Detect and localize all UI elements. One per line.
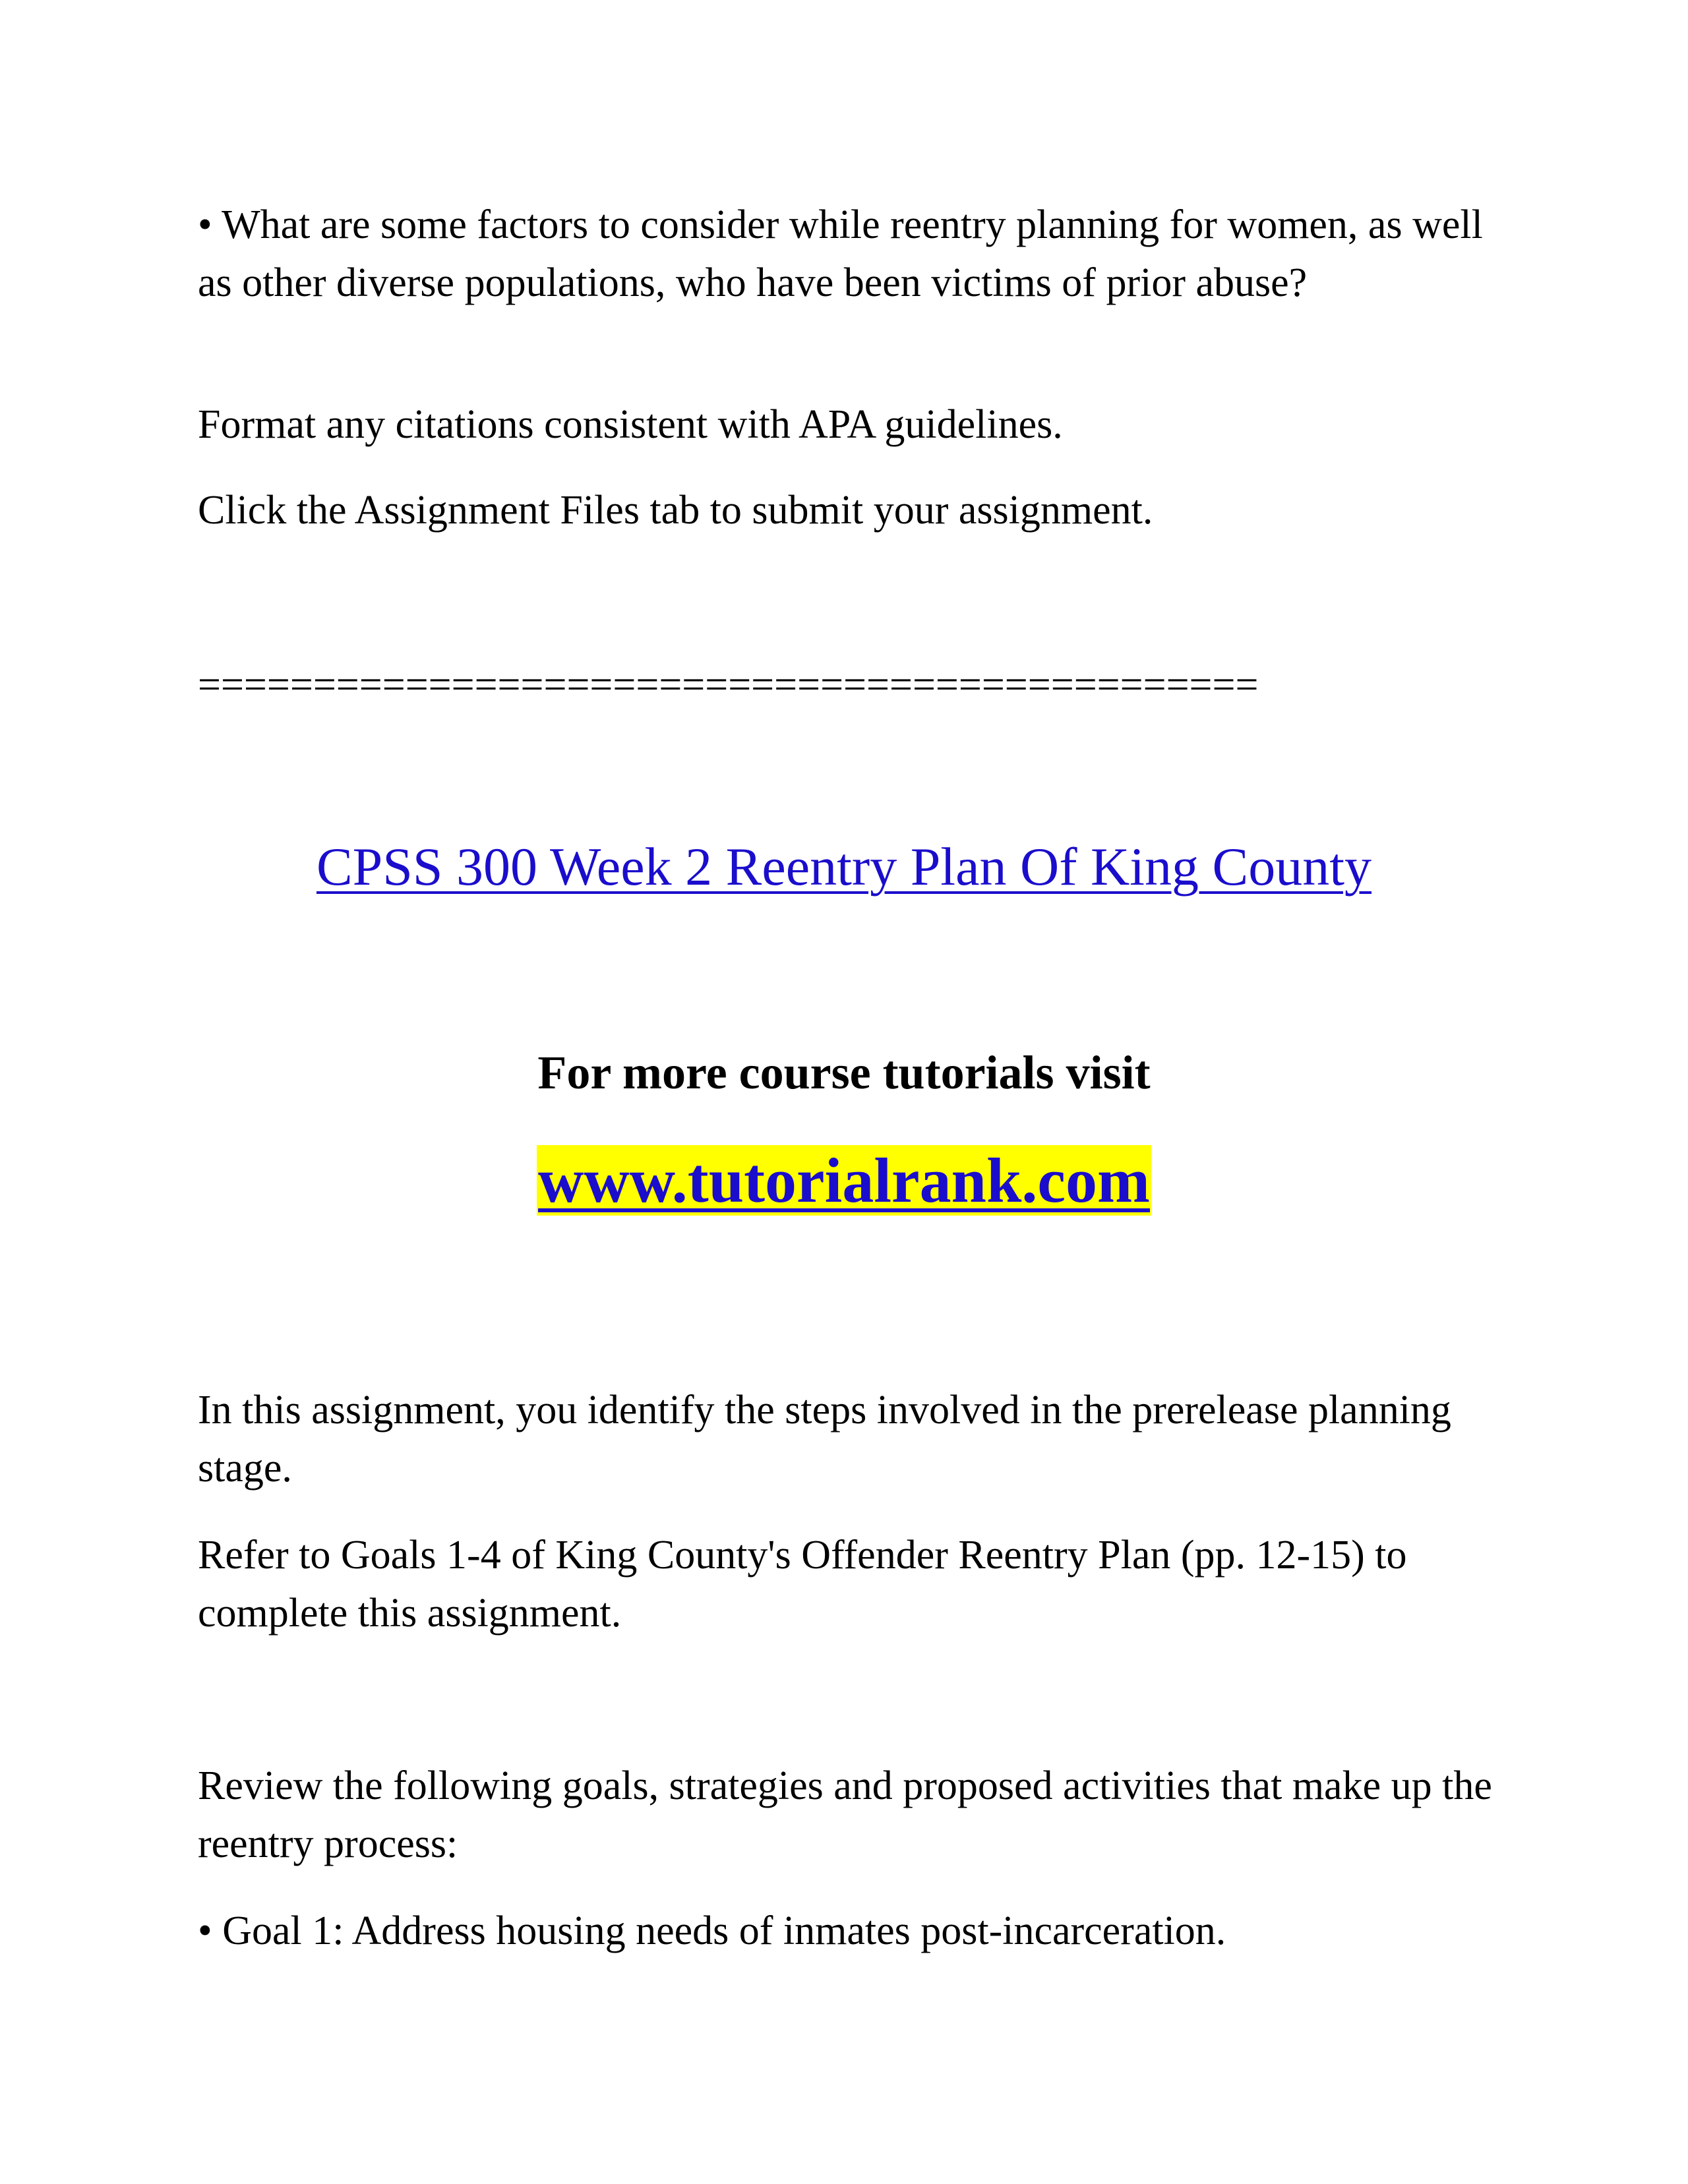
goal-1-bullet: • Goal 1: Address housing needs of inmates post-incarceration. bbox=[198, 1908, 1226, 1953]
section-divider: ============================================== bbox=[198, 663, 1259, 707]
submit-instructions-paragraph: Click the Assignment Files tab to submit your assignment. bbox=[198, 488, 1153, 533]
apa-format-paragraph: Format any citations consistent with APA guidelines. bbox=[198, 402, 1063, 447]
review-goals-paragraph: Review the following goals, strategies and proposed activities that make up the reentry process: bbox=[198, 1763, 1492, 1866]
question-bullet-paragraph: • What are some factors to consider while reentry planning for women, as well as other diverse populations, who have been victims of prior abuse? bbox=[198, 202, 1483, 305]
tutorials-subheading: For more course tutorials visit bbox=[537, 1046, 1151, 1099]
site-url-line bbox=[0, 1144, 1688, 1218]
refer-goals-paragraph: Refer to Goals 1-4 of King County's Offender Reentry Plan (pp. 12-15) to complete this assignment. bbox=[198, 1533, 1407, 1636]
course-title-link[interactable]: CPSS 300 Week 2 Reentry Plan Of King County bbox=[316, 837, 1372, 897]
site-url-link[interactable]: www.tutorialrank.com bbox=[538, 1145, 1150, 1216]
assignment-intro-paragraph: In this assignment, you identify the steps involved in the prerelease planning stage. bbox=[198, 1388, 1451, 1490]
